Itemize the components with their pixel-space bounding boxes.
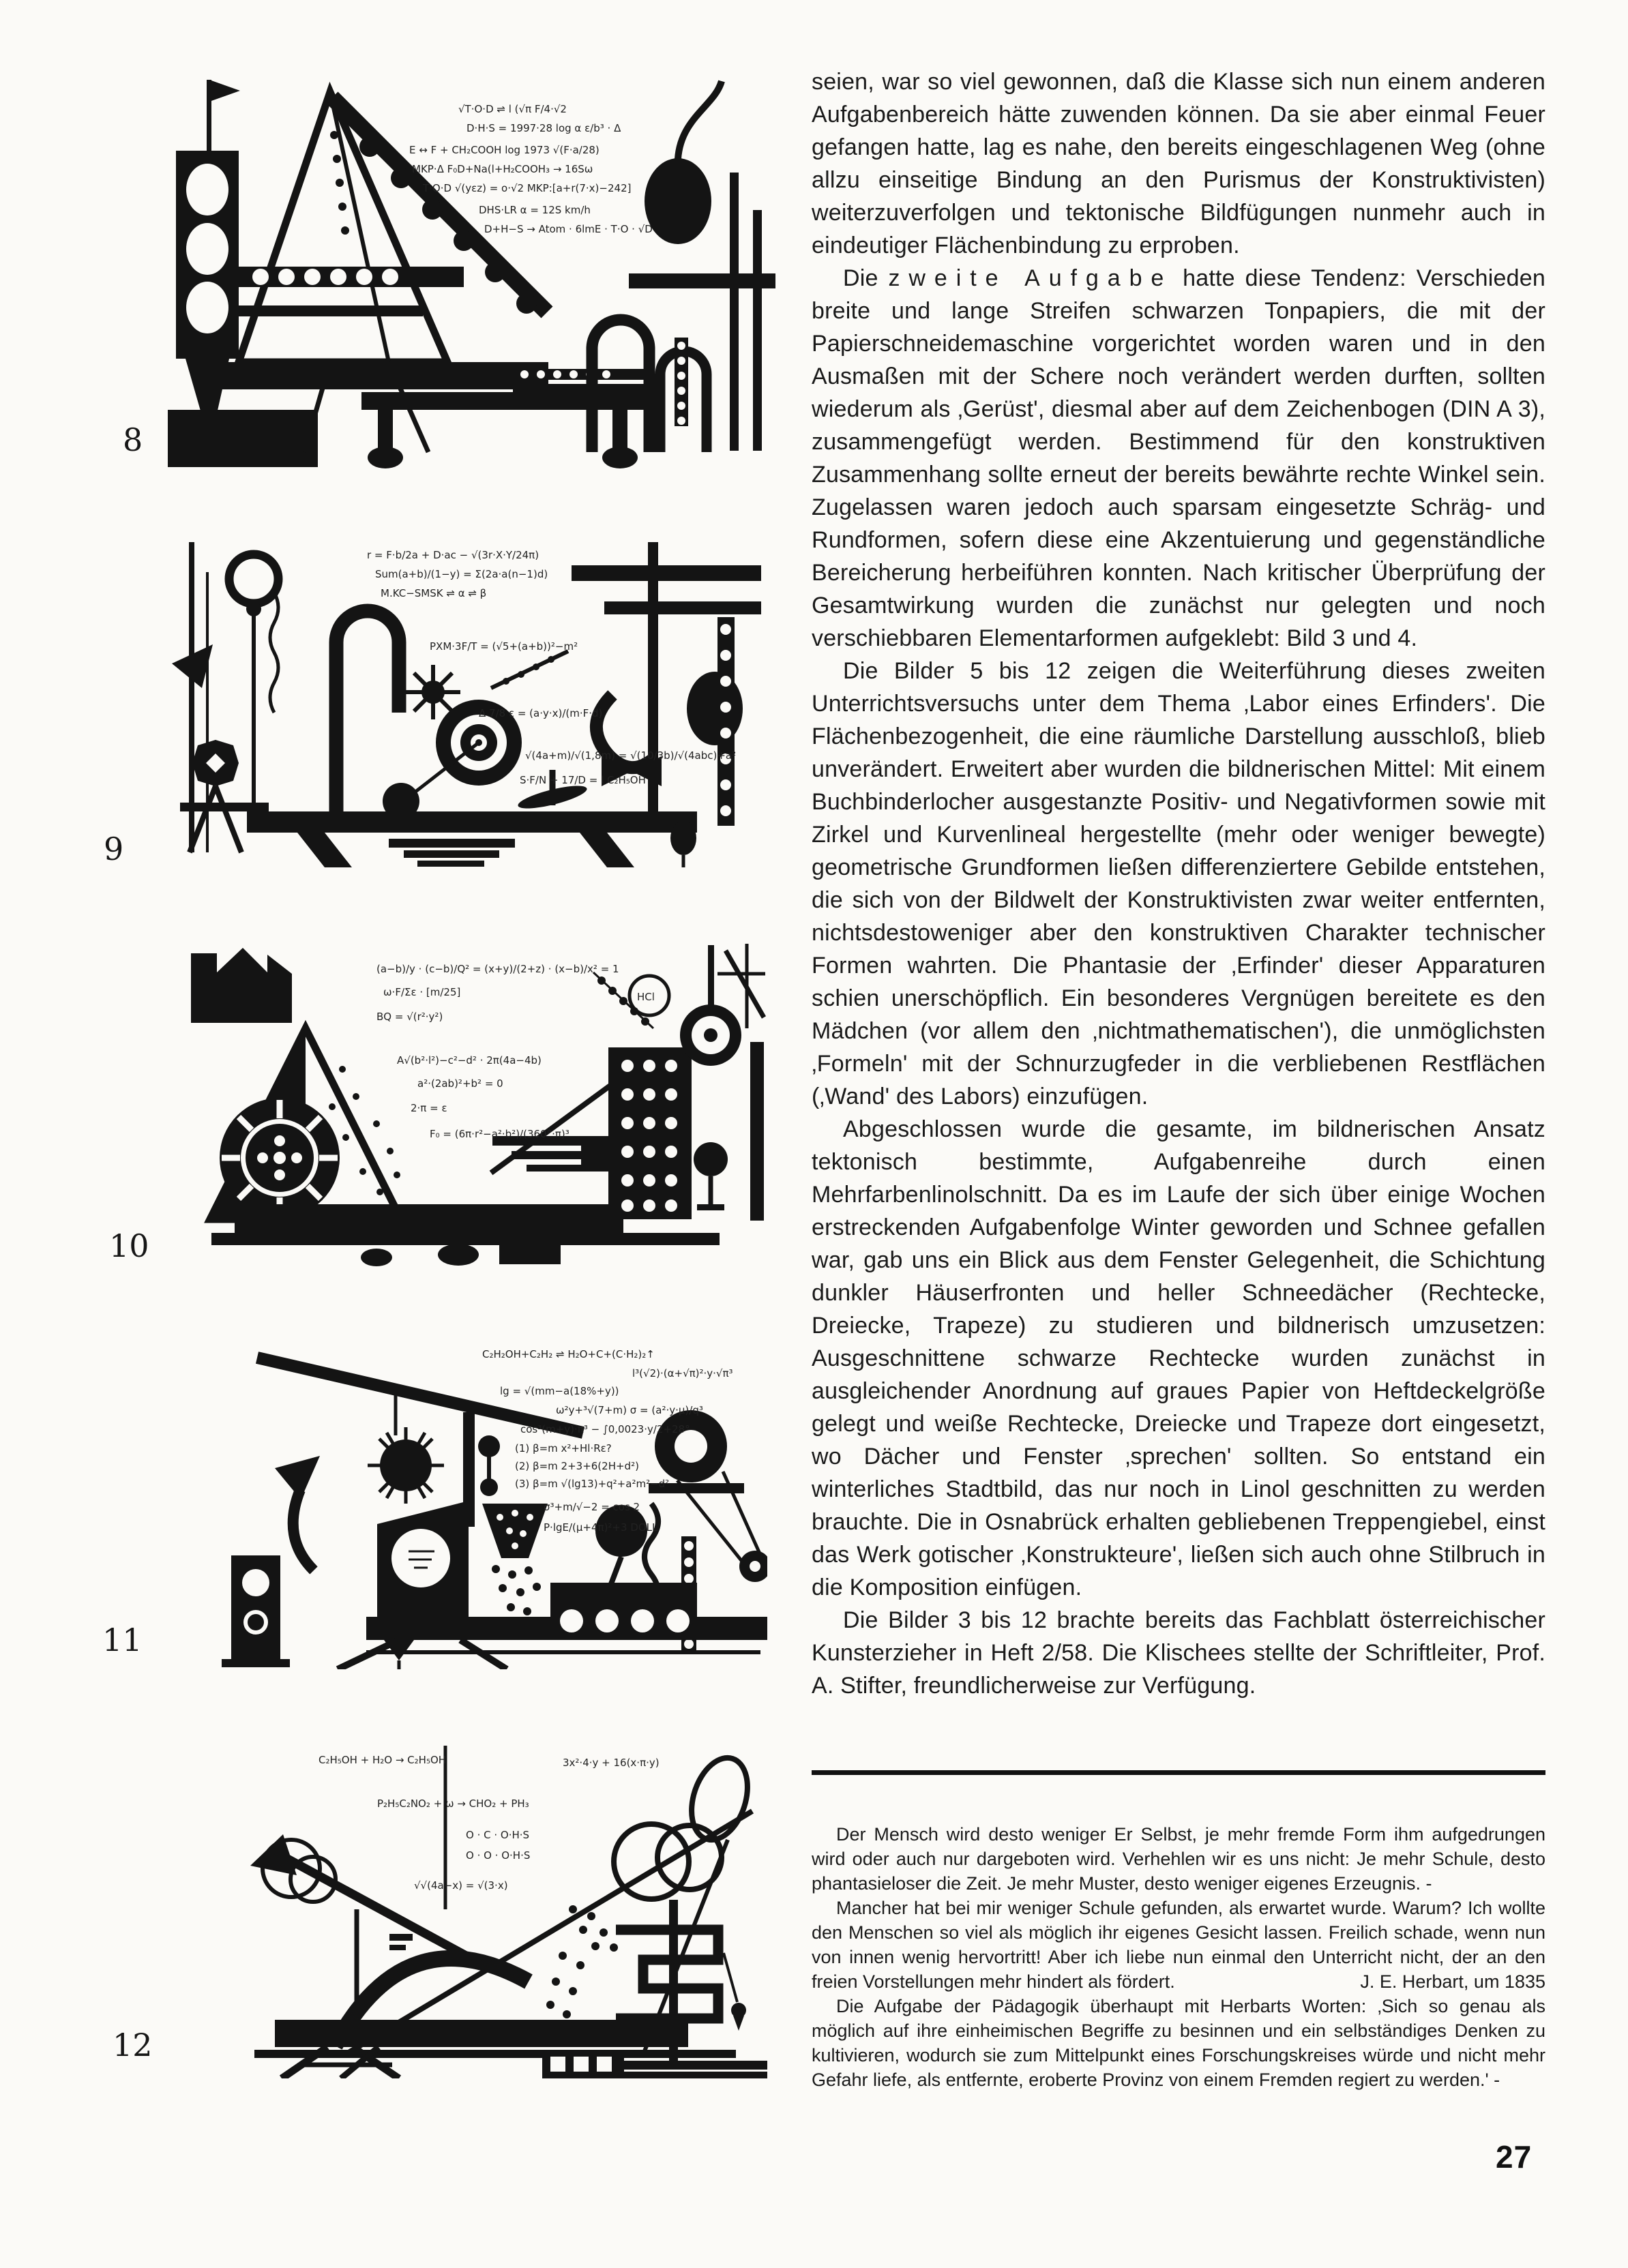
quote-paragraph [812,1994,1545,2092]
article-paragraph [812,262,1545,655]
figure-9 [171,530,767,867]
scribble: S·F/N + 17/D = l C₂H₅OH [520,774,646,786]
scribble: √√(4a−x) = √(3·x) [414,1879,508,1892]
scribble: r = F·b/2a + D·ac − √(3r·X·Y/24π) [367,549,539,561]
figure-11 [174,1332,767,1669]
page-number: 27 [1496,2139,1533,2175]
scribble: cos³(m+y)·π³ − ∫0,0023·y/2+28° [520,1423,690,1435]
scribble: P·lgE/(μ+4π)²+3 DOLL [544,1521,658,1534]
quote-text: Die Aufgabe der Pädagogik überhaupt mit Herbarts Worten: ‚Sich so genau als möglich auf ihre einheimischen Begriffe zu besinnen und ein selbständiges Denken zu kultivieren, wodurch sie zum Mittelpunkt eines Forschungskreises würde und nicht mehr Gefahr liefe, als entfernte, eroberte Provinz von einem Fremden regiert zu werden.' - [812,1996,1545,2090]
paragraph-text: Die Bilder 3 bis 12 brachte bereits das Fachblatt österreichischer Kunsterzieher in Heft 2/58. Die Klischees stellte der Schriftleiter, Prof. A. Stifter, freundlicherweise zur Verfügung. [812,1607,1545,1699]
figure-10 [172,933,769,1267]
figure-11-number: 11 [102,1622,143,1658]
scribble: 3x²·4·y + 16(x·π·y) [563,1757,660,1769]
paragraph-text: Die [843,265,889,291]
quote-text: Der Mensch wird desto weniger Er Selbst, je mehr fremde Form ihm aufgedrungen wird oder auch nur dargeboten wird. Verhehlen wir es uns nicht: Je mehr Schule, desto phantasieloser die Zeit. Je mehr Muster, desto weniger eigenes Erzeugnis. - [812,1824,1545,1894]
figure-10-number: 10 [109,1227,149,1264]
scribble: (a−b)/y · (c−b)/Q² = (x+y)/(2+z) · (x−b)/x² = 1 [376,963,619,975]
scribble: P₂H₅C₂NO₂ + ω → CHO₂ + PH₃ [377,1797,529,1810]
scribble: Sum(a+b)/(1−y) = Σ(2a·a(n−1)d) [375,568,548,580]
scribble: ω·F/Σε · [m/25] [383,986,461,998]
scribble: C₂H₅OH + H₂O → C₂H₅OH [319,1754,447,1766]
article-paragraph [812,1113,1545,1604]
figure-11-drawing [174,1332,767,1669]
scribble: A√(b²·l²)−c²−d² · 2π(4a−4b) [397,1054,542,1066]
scribble: (3) β=m √(lg13)+q²+a²m²−d² [515,1478,670,1490]
figure-12 [174,1731,767,2078]
scribble: BQ = √(r²·y²) [376,1011,443,1023]
figure-12-drawing [174,1731,767,2078]
scribble: M.KC−SMSK ⇌ α ⇌ β [381,587,487,599]
scribble: O · C · O·H·S [466,1829,530,1841]
figure-9-number: 9 [104,831,124,867]
scribble: ω²y+³√(7+m) σ = (a²·y·μ)/q³ [556,1404,703,1416]
emphasized-text: zweite Aufgabe [888,265,1173,291]
scribble: O · O · O·H·S [466,1849,531,1862]
scribble: E ↔ F + CH₂COOH log 1973 √(F·a/28) [409,144,600,156]
scribble: MKP·Δ F₀D+Na(l+H₂COOH₃ → 16Sω [412,163,593,175]
paragraph-text: Die Bilder 5 bis 12 zeigen die Weiterführung dieses zweiten Unterrichtsversuchs unter dem Thema ‚Labor eines Erfinders'. Die Flächenbezogenheit, die eine räumliche Darstellung ausschloß, blieb unverändert. Erweitert aber wurden die bildnerischen Mittel: Mit einem Buchbinderlocher ausgestanzte Positiv- und Negativformen sowie mit Zirkel und Kurvenlineal hergestellte (mehr oder weniger bewegte) geometrische Grundformen ließen differenziertere Gebilde entstehen, die sich von der Bildwelt der Konstruktivisten zwar weiter entfernten, nichtsdestoweniger aber den konstruktiven Charakter technischer Formen wahrten. Die Phantasie der ‚Erfinder' dieser Apparaturen schien unerschöpflich. Ein besonderes Vergnügen bereitete es den Mädchen (vor allem den ‚nichtmathematischen'), die unmöglichsten ‚Formeln' mit der Schnurzugfeder in die verbliebenen Restflächen (‚Wand' des Labors) einzufügen. [812,658,1545,1109]
scribble: 2·π = ε [411,1102,447,1114]
scribble: F₀ = (6π·r²−a²·b²)/(360°·π)³ [430,1128,569,1140]
scribble: l³(√2)·(α+√π)²·y·√π³ [632,1367,733,1379]
figure-10-drawing [172,933,769,1267]
figure-8-number: 8 [123,421,143,458]
scribble: Δ 7/8 ε = (a·y·x)/(m·F·d) [479,707,603,719]
figure-9-formulas [367,549,736,786]
article-paragraph [812,1604,1545,1702]
figure-8 [158,70,775,469]
scribble: HCl [637,991,655,1003]
figure-8-drawing [158,70,775,469]
scribble: D·H·S = 1997·28 log α ε/b³ · Δ [467,122,621,134]
quote-attribution: J. E. Herbart, um 1835 [1360,1971,1545,1992]
scribble: D+H−S → Atom · 6lmE · T·O · √D [484,223,653,235]
scribble: PXM·3F/T = (√5+(a+b))²−m² [430,640,578,653]
scribble: √(4a+m)/√(1,8m) = √(10/3b)/√(4abc)+a² [525,749,737,762]
quote-paragraph [812,1822,1545,1896]
paragraph-text: seien, war so viel gewonnen, daß die Klasse sich nun einem anderen Aufgabenbereich hätte zuwenden können. Da sie aber einmal Feuer gefangen hatte, lag es nahe, den bereits eingeschlagenen Weg (ohne allzu einseitige Bindung an den Purismus der Konstruktivisten) weiterzuverfolgen und tektonische Bildfügungen nunmehr auch in eindeutiger Flächenbindung zu erproben. [812,69,1545,258]
article-paragraph [812,655,1545,1113]
scribble: lg = √(mm−a(18%+y)) [500,1385,619,1397]
scribble: σ³+m/√−2 = cos 2 [544,1501,640,1513]
quote-block [812,1822,1545,2092]
article-paragraph [812,65,1545,262]
scribble: √T·O·D ⇌ l (√π F/4·√2 [458,103,567,115]
figure-12-formulas [319,1754,660,1892]
section-divider-rule [812,1770,1545,1775]
paragraph-text: Abgeschlossen wurde die gesamte, im bildnerischen Ansatz tektonisch bestimmte, Aufgabenreihe durch einen Mehrfarbenlinolschnitt. Da es im Laufe der sich über einige Wochen erstreckenden Aufgabenfolge Winter geworden und Schnee gefallen war, gab uns ein Blick aus dem Fenster Gelegenheit, die Schichtung dunkler Häuserfronten und heller Schneedächer (Rechtecke, Dreiecke, Trapeze) zu studieren und bildnerisch umzusetzen: Ausgeschnittene schwarze Rechtecke wurden zunächst in ausgleichender Anordnung auf graues Papier von Heftdeckelgröße gelegt und weiße Rechtecke, Dreiecke und Trapeze dort eingesetzt, wo Dächer und Fenster ‚sprechen' sollten. So entstand ein winterliches Stadtbild, das nur noch in Linol geschnitten zu werden brauchte. Die in Osnabrück erhalten gebliebenen Treppengiebel, einst das Werk gotischer ‚Konstrukteure', ließen sich auch ohne Stilbruch in die Komposition einfügen. [812,1116,1545,1600]
figure-9-drawing [171,530,767,867]
scribble: (1) β=m x²+Hl·Rε? [515,1442,612,1454]
quote-paragraph [812,1896,1545,1994]
scribble: T·O·D √(yεz) = o·√2 MKP:[a+r(7·x)−242] [423,182,632,194]
scribble: a²·(2ab)²+b² = 0 [417,1077,503,1090]
paragraph-text: hatte diese Tendenz: Verschieden breite und lange Streifen schwarzen Tonpapiers, die mit der Papierschneidemaschine vorgerichtet worden waren und in den Ausmaßen mit der Schere noch verändert werden durften, sollten wiederum als ‚Gerüst', diesmal aber auf dem Zeichenbogen (DIN A 3), zusammengefügt werden. Bestimmend für den konstruktiven Zusammenhang sollte erneut der bereits bewährte rechte Winkel sein. Zugelassen waren jedoch auch sparsam eingesetzte Schräg- und Rundformen, sofern diese eine Akzentuierung und gegenständliche Bereicherung herbeiführen konnten. Nach kritischer Überprüfung der Gesamtwirkung wurden die zunächst nur gelegten und noch verschiebbaren Elementarformen aufgeklebt: Bild 3 und 4. [812,265,1545,651]
article-column [812,65,1545,1702]
scribble: DHS·LR α = 12S km/h [479,204,591,216]
scribble: (2) β=m 2+3+6(2H+d²) [515,1460,639,1472]
scribble: C₂H₂OH+C₂H₂ ⇌ H₂O+C+(C·H₂)₂↑ [482,1348,655,1360]
figure-12-number: 12 [113,2027,153,2063]
quote-text: Mancher hat bei mir weniger Schule gefunden, als erwartet wurde. Warum? Ich wollte den Menschen so viel als möglich ihr eigenes Gesicht lassen. Freilich schade, wenn nun von innen wenig hervortritt! Aber ich liebe nun einmal den Unterricht nicht, der an den freien Vorstellungen mehr hindert als fördert. [812,1898,1545,1992]
